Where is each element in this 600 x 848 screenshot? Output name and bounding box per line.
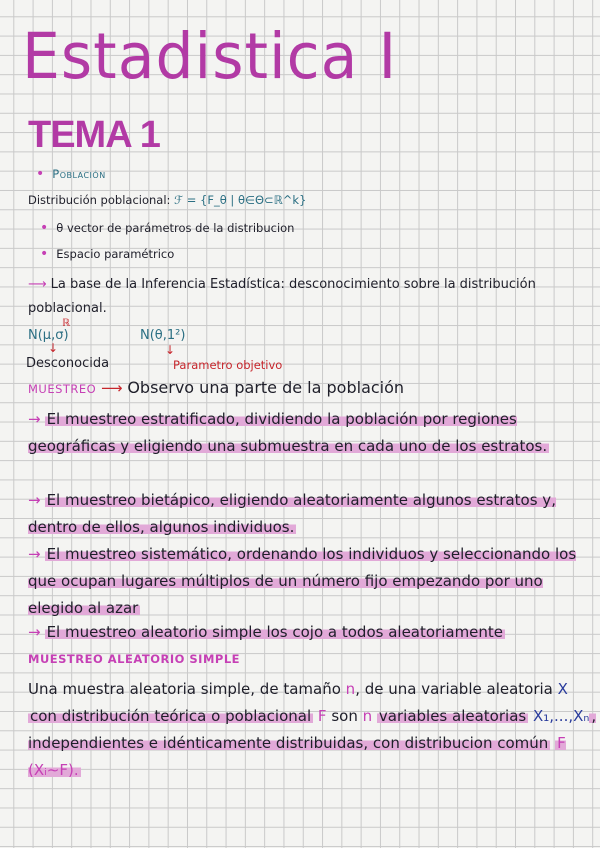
topic-heading: TEMA 1 xyxy=(28,114,160,156)
poblacion-item xyxy=(36,166,106,182)
muestreo-line xyxy=(28,378,404,399)
mas-text-2: , de una variable aleatoria xyxy=(355,680,553,698)
distribucion-formula: ℱ = {F_θ | θ∈Θ⊂ℝ^k} xyxy=(174,193,307,207)
estratificado-paragraph xyxy=(28,406,598,459)
muestreo-label: MUESTREO xyxy=(28,382,97,396)
mas-definition xyxy=(28,676,598,784)
mas-variable-X: X xyxy=(557,680,568,698)
distribucion-line xyxy=(28,193,306,207)
arrow-icon: → xyxy=(28,491,41,509)
notation-superscript: ℝ xyxy=(62,318,70,329)
mas-text-1: Una muestra aleatoria simple, de tamaño xyxy=(28,680,341,698)
sistematico-text: El muestreo sistemático, ordenando los individuos y seleccionando los que ocupan lugares múltiplos de un número fijo empezando por uno elegido al azar xyxy=(28,545,577,617)
sistematico-paragraph xyxy=(28,541,598,622)
mas-text-5: variables aleatorias xyxy=(378,707,527,725)
theta-item xyxy=(40,220,294,236)
bietapico-paragraph xyxy=(28,487,598,541)
desconocida-label: Desconocida xyxy=(26,356,110,371)
down-arrow-icon: ↓ xyxy=(48,341,59,355)
arrow-icon: → xyxy=(28,410,41,428)
inferencia-text: La base de la Inferencia Estadística: desconocimiento sobre la distribución poblacional. xyxy=(28,277,536,316)
aleatorio-simple-text: El muestreo aleatorio simple los cojo a todos aleatoriamente xyxy=(46,623,504,641)
mas-F: F xyxy=(317,707,327,725)
muestreo-text: Observo una parte de la población xyxy=(127,378,405,397)
mas-common: F (Xᵢ∼F). xyxy=(28,734,566,779)
parametro-objetivo-label: Parametro objetivo xyxy=(173,358,283,372)
mas-n2: n xyxy=(362,707,373,725)
notation-normal-target: N(θ,1²) xyxy=(140,328,186,343)
arrow-icon: ⟶ xyxy=(28,277,47,292)
poblacion-label: Población xyxy=(52,167,106,181)
theta-text: θ vector de parámetros de la distribucion xyxy=(56,221,295,235)
mas-text-4: son xyxy=(331,707,358,725)
espacio-text: Espacio paramétrico xyxy=(56,247,175,261)
espacio-item xyxy=(40,246,174,262)
bietapico-text: El muestreo bietápico, eligiendo aleatoriamente algunos estratos y, dentro de ellos, algunos individuos. xyxy=(28,491,556,536)
inferencia-paragraph xyxy=(28,273,598,321)
mas-n: n xyxy=(345,680,356,698)
mas-vars: X₁,...,Xₙ xyxy=(532,707,590,725)
arrow-icon: → xyxy=(28,623,41,641)
notation-normal-unknown: N(μ,σ) xyxy=(28,328,69,343)
estratificado-text: El muestreo estratificado, dividiendo la población por regiones geográficas y eligiendo una submuestra en cada uno de los estratos. xyxy=(28,410,548,455)
mas-heading: MUESTREO ALEATORIO SIMPLE xyxy=(28,652,240,666)
distribucion-label: Distribución poblacional: xyxy=(28,193,171,207)
mas-text-6: , independientes e idénticamente distribuidas, con distribucion común xyxy=(28,707,597,752)
aleatorio-simple-paragraph xyxy=(28,622,598,642)
mas-text-3: con distribución teórica o poblacional xyxy=(30,707,312,725)
arrow-icon: ⟶ xyxy=(101,379,123,397)
bullet-icon: • xyxy=(40,246,49,262)
bullet-icon: • xyxy=(40,220,49,236)
bullet-icon: • xyxy=(36,166,45,182)
page-title: Estadistica I xyxy=(22,20,398,94)
down-arrow-icon: ↓ xyxy=(165,343,176,357)
arrow-icon: → xyxy=(28,545,41,563)
